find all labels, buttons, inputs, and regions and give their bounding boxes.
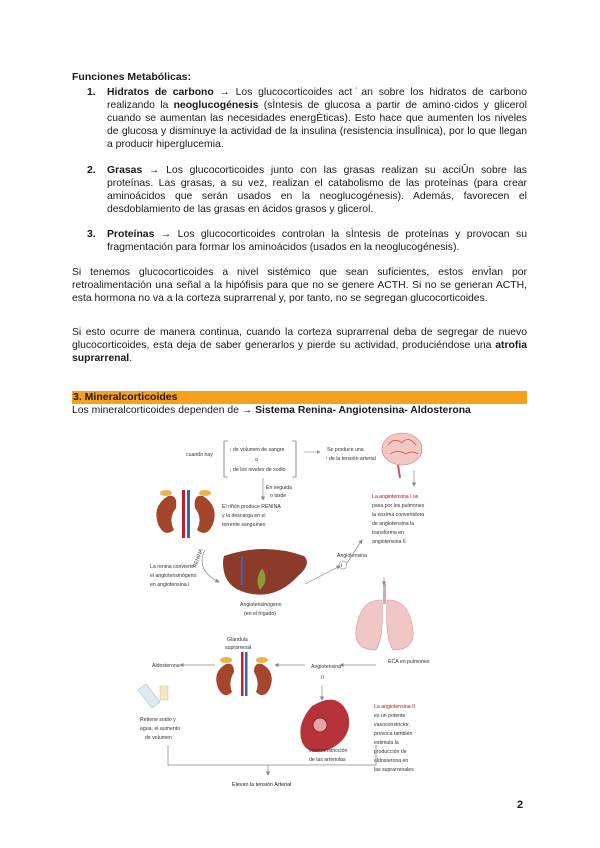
liver-text-2: el angiotensinógeno — [150, 573, 197, 579]
lungs-illustration — [356, 584, 413, 650]
item-title: Proteínas — [107, 229, 155, 240]
condition-blood-volume: ↓ de volumen de sangre — [229, 447, 285, 453]
angiotensin-1-numeral: I — [341, 563, 343, 569]
angio2-note-8: las suprarrenales — [374, 767, 414, 773]
section-banner-mineralcorticoids: 3. Mineralcorticoides — [72, 391, 527, 404]
vasoconstriction-text-1: vasoconstricción — [309, 748, 348, 754]
adrenal-kidneys-illustration — [216, 652, 272, 696]
lung-text-5: transforma en — [372, 530, 405, 536]
condition-sodium: ↓ de los niveles de sodio — [229, 467, 286, 473]
liver-text-1: La renina convierte — [150, 564, 195, 570]
lung-text-6: angiotensina II — [372, 539, 406, 545]
page-number: 2 — [517, 799, 524, 811]
angiotensinogen-sub: (en el hígado) — [244, 611, 277, 617]
kidney-text-1: El riñón produce RENINA — [222, 504, 281, 510]
angio2-note-5: estimula la — [374, 740, 399, 746]
water-salt-illustration — [138, 684, 168, 708]
angiotensin-2-label: Angiotensina — [311, 664, 341, 670]
angiotensin-1-label: Angiotensina — [337, 553, 367, 559]
renin-label: RENINA — [192, 548, 205, 569]
atrophy-term: atrofia suprarrenal — [72, 340, 527, 364]
metabolic-functions-heading: Funciones Metabólicas: — [72, 71, 192, 83]
list-number: 2. — [87, 165, 96, 176]
item-text: Los glucocorticoides junto con las grasas realizan su acciÛn sobre las proteínas. Las grasas, a su vez, realizan el catabolismo de las proteínas (para crear aminoácidos que serán usados en la neoglucogénesis). Además, favorecen el desdoblamiento de las grasas en ácidos grasos y glicerol. — [107, 165, 527, 215]
liver-text-3: en angiotensina I — [150, 582, 190, 588]
arrow-icon: → — [149, 165, 160, 176]
angio2-note-4: provoca también — [374, 731, 413, 737]
angio2-note-2: es un potente — [374, 713, 406, 719]
gland-label-1: Glándula — [227, 637, 248, 643]
vasoconstriction-text-2: de las arteriolas — [309, 757, 346, 763]
angio2-note-3: vasoconstrictor, — [374, 722, 411, 728]
angiotensin-2-numeral: II — [321, 675, 324, 681]
soon-label: En seguida — [266, 485, 292, 491]
angio2-note-6: producción de — [374, 749, 407, 755]
intro-text: Los mineralcorticoides dependen de — [72, 405, 242, 416]
lung-text-4: de angiotensina la — [372, 521, 415, 527]
paragraph-end: . — [129, 353, 133, 364]
lung-text-2: pasa por los pulmones — [372, 503, 425, 509]
lung-text-1: La angiotensina I se — [372, 494, 419, 500]
artery-illustration — [300, 700, 349, 752]
gland-label-2: suprarrenal — [225, 645, 252, 651]
kidney-text-2: y la descarga en el — [222, 513, 266, 519]
kidney-text-3: torrente sanguíneo — [222, 522, 266, 528]
effect-label-1: Se produce una — [327, 447, 364, 453]
condition-box — [186, 441, 376, 477]
retain-text-2: agua, el aumento — [140, 726, 181, 732]
liver-illustration — [223, 549, 307, 595]
raas-term: Sistema Renina- Angiotensina- Aldosterona — [252, 405, 471, 416]
list-number: 1. — [87, 87, 96, 98]
aldosterone-label: Aldosterona — [152, 663, 180, 669]
brain-illustration — [382, 433, 422, 478]
retain-text-1: Retiene sodio y — [140, 717, 176, 723]
item-title: Grasas — [107, 165, 143, 176]
item-title: Hidratos de carbono — [107, 87, 214, 98]
effect-label-2: ↑ de la tensión arterial — [325, 456, 376, 462]
item-bold-term: neoglucogénesis — [173, 100, 259, 111]
ace-lungs-label: ECA en pulmones — [388, 659, 430, 665]
retain-text-3: de volumen — [145, 735, 172, 741]
angiotensinogen-label: Angiotensinógeno — [240, 602, 282, 608]
list-number: 3. — [87, 229, 96, 240]
arrow-icon: → — [219, 87, 230, 98]
arrow-icon: → — [241, 405, 253, 416]
angio2-note-1: La angiotensina II — [374, 704, 415, 710]
when-label: cuando hay — [186, 452, 213, 458]
raise-bp-label: Elevan la tensión Arterial — [232, 782, 292, 788]
kidneys-illustration — [156, 490, 214, 538]
arrow-icon: → — [160, 229, 172, 240]
item-text: Los glucocorticoides act˙an sobre los hidratos de carbono realizando la — [107, 87, 527, 111]
paragraph-text: Si esto ocurre de manera continua, cuando la corteza suprarrenal deba de segregar de nuevo glucocorticoides, esta deja de saber generarlos y pierde su actividad, produciéndose una — [72, 327, 527, 351]
angio2-note-7: aldosterona en — [374, 758, 409, 764]
item-text-cont: (sÌntesis de glucosa a partir de amino·cidos y glicerol cuando se aumentan las necesidades energÈticas). Esto hace que aumenten los niveles de glucosa y disminuye la actividad de la insulina (resistencia insulÌnica), por lo que llegan a producir hiperglucemia. — [107, 100, 527, 150]
item-text: Los glucocorticoides controlan la sÌntesis de proteínas y provocan su fragmentación para formar los aminoácidos (usados en la neoglucogénesis). — [107, 229, 527, 253]
soon-label-2: o tarde — [270, 493, 287, 499]
condition-or: o — [255, 457, 258, 463]
feedback-paragraph: Si tenemos glucocorticoides a nivel sistémico que sean suficientes, estos envÌan por retroalimentación una señal a la hipófisis para que no se genere ACTH. Si no se generan ACTH, esta hormona no va a la corteza suprarrenal y, por tanto, no se segregan glucocorticoides. — [72, 267, 527, 304]
lung-text-3: la enzima convertidora — [372, 512, 425, 518]
